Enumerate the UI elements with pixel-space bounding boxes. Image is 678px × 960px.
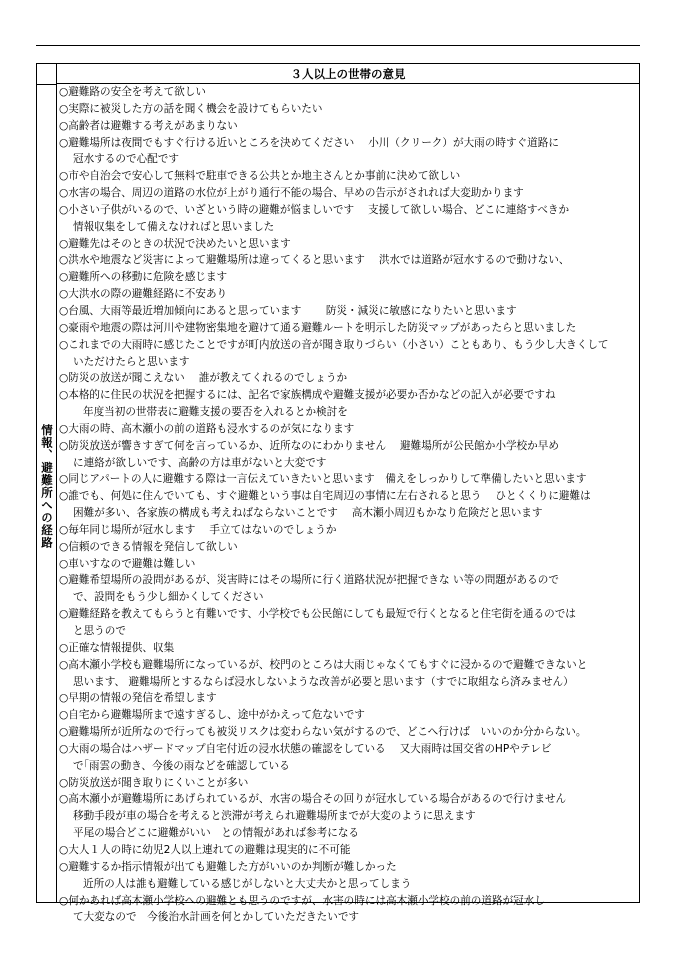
- opinion-line: ○大人１人の時に幼児2人以上連れての避難は現実的に不可能: [59, 843, 351, 856]
- top-rule: [36, 45, 640, 46]
- opinion-line: いただけたらと思います: [73, 355, 190, 368]
- opinion-line: ○小さい子供がいるので、いざという時の避難が悩ましいです 支援して欲しい場合、どこに連絡すべきか: [59, 203, 570, 216]
- opinion-line: ○豪雨や地震の際は河川や建物密集地を避けて通る避難ルートを明示した防災マップがあったらと思いました: [59, 321, 577, 334]
- opinion-line: で、設問をもう少し細かくしてください: [73, 591, 264, 604]
- opinion-list: [57, 84, 639, 924]
- opinion-line: ○自宅から避難場所まで遠すぎるし、途中がかえって危ないです: [59, 709, 365, 722]
- opinion-line: ○洪水や地震など災害によって避難場所は違ってくると思います 洪水では道路が冠水するので動けない、: [59, 254, 570, 267]
- opinion-line: ○同じアパートの人に避難する際は一言伝えていきたいと思います 備えをしっかりして準備したいと思います: [59, 473, 587, 486]
- opinion-line: ○大洪水の際の避難経路に不安あり: [59, 288, 228, 301]
- opinion-line: ○正確な情報提供、収集: [59, 641, 175, 654]
- opinion-line: ○防災放送が聞き取りにくいことが多い: [59, 776, 249, 789]
- category-label: 情報、避難所への経路: [40, 424, 54, 549]
- opinion-line: 年度当初の世帯表に避難支援の要否を入れるとか検討を: [83, 406, 348, 419]
- opinion-line: 冠水するので心配です: [73, 153, 179, 166]
- opinion-line: ○防災の放送が聞こえない 誰が教えてくれるのでしょうか: [59, 372, 348, 385]
- opinion-line: ○本格的に住民の状況を把握するには、記名で家族構成や避難支援が必要か否かなどの記入が必要ですね: [59, 389, 556, 402]
- opinion-line: ○早期の情報の発信を希望します: [59, 692, 217, 705]
- table-header: ３人以上の世帯の意見: [57, 64, 639, 84]
- opinion-line: ○毎年同じ場所が冠水します 手立てはないのでしょうか: [59, 523, 337, 536]
- opinion-line: ○避難場所が近所なので行っても被災リスクは変わらない気がするので、どこへ行けば いいのか分からない。: [59, 726, 587, 739]
- opinion-line: ○避難希望場所の設問があるが、災害時にはその場所に行く道路状況が把握できな い等の問題があるので: [59, 574, 559, 587]
- opinion-line: ○実際に被災した方の話を聞く機会を設けてもらいたい: [59, 102, 323, 115]
- opinions-table: [36, 63, 640, 924]
- opinion-line: ○避難するか指示情報が出ても避難した方がいいのか判断が難しかった: [59, 860, 397, 873]
- opinion-line: ○大雨の時、高木瀬小の前の道路も浸水するのが気になります: [59, 422, 355, 435]
- opinion-line: ○これまでの大雨時に感じたことですが町内放送の音が聞き取りづらい（小さい）こともあり、もう少し大きくして: [59, 338, 609, 351]
- opinion-line: ○避難先はそのときの状況で決めたいと思います: [59, 237, 291, 250]
- opinion-line: ○何かあれば高木瀬小学校への避難とも思うのですが、水害の時には高木瀬小学校の前の道路が冠水し: [59, 894, 545, 907]
- opinion-line: で｢雨雲の動き、今後の雨などを確認している: [73, 759, 290, 772]
- opinion-line: ○水害の場合、周辺の道路の水位が上がり通行不能の場合、早めの告示がされれば大変助かります: [59, 187, 524, 200]
- opinion-line: ○避難経路を教えてもらうと有難いです、小学校でも公民館にしても最短で行くとなると住宅街を通るのでは: [59, 608, 576, 621]
- opinion-line: と思うので: [73, 625, 126, 637]
- category-column: [37, 84, 57, 902]
- opinion-line: ○誰でも、何処に住んでいても、すぐ避難という事は自宅周辺の事情に左右されると思う ひとくくりに避難は: [59, 490, 591, 503]
- opinion-line: ○高木瀬小学校も避難場所になっているが、校門のところは大雨じゃなくてもすぐに浸かるので避難できないと: [59, 658, 588, 671]
- opinion-line: ○高木瀬小が避難場所にあげられているが、水害の場合その回りが冠水している場合があるので行けません: [59, 793, 567, 806]
- opinion-line: 困難が多い、各家族の構成も考えねばならないことです 高木瀬小周辺もかなり危険だと思います: [73, 507, 543, 520]
- opinion-line: ○避難所への移動に危険を感じます: [59, 271, 228, 284]
- opinion-line: ○大雨の場合はハザードマップ自宅付近の浸水状態の確認をしている 又大雨時は国交省のHPやテレビ: [59, 742, 552, 755]
- opinion-line: ○車いすなので避難は難しい: [59, 557, 196, 570]
- opinion-line: ○信頼のできる情報を発信して欲しい: [59, 540, 238, 553]
- opinion-line: 情報収集をして備えなければと思いました: [73, 220, 275, 233]
- opinion-line: ○市や自治会で安心して無料で駐車できる公共とか地主さんとか事前に決めて欲しい: [59, 170, 461, 183]
- opinion-line: ○避難路の安全を考えて欲しい: [59, 86, 206, 98]
- opinion-line: 移動手段が車の場合を考えると渋滞が考えられ避難場所までが大変のように思えます: [73, 810, 476, 823]
- header-empty-cell: [37, 64, 57, 84]
- opinion-line: に連絡が欲しいです、高齢の方は車がないと大変です: [73, 456, 327, 469]
- opinion-line: 近所の人は誰も避難している感じがしないと大丈夫かと思ってしまう: [83, 877, 412, 890]
- opinion-line: ○防災放送が響きすぎて何を言っているか、近所なのにわかりません 避難場所が公民館か小学校か早め: [59, 439, 559, 452]
- opinion-line: て大変なので 今後治水計画を何とかしていただきたいです: [73, 911, 360, 924]
- opinion-line: 平尾の場合どこに避難がいい との情報があれば参考になる: [73, 827, 360, 840]
- opinion-line: ○高齢者は避難する考えがあまりない: [59, 119, 238, 132]
- opinion-line: 思います、 避難場所とするならば浸水しないような改善が必要と思います（すでに取組なら済みません）: [73, 675, 574, 688]
- opinion-line: ○台風、大雨等最近増加傾向にあると思っています 防災・減災に敏感になりたいと思います: [59, 304, 517, 317]
- opinion-line: ○避難場所は夜間でもすぐ行ける近いところを決めてください 小川（クリーク）が大雨の時すぐ道路に: [59, 136, 559, 149]
